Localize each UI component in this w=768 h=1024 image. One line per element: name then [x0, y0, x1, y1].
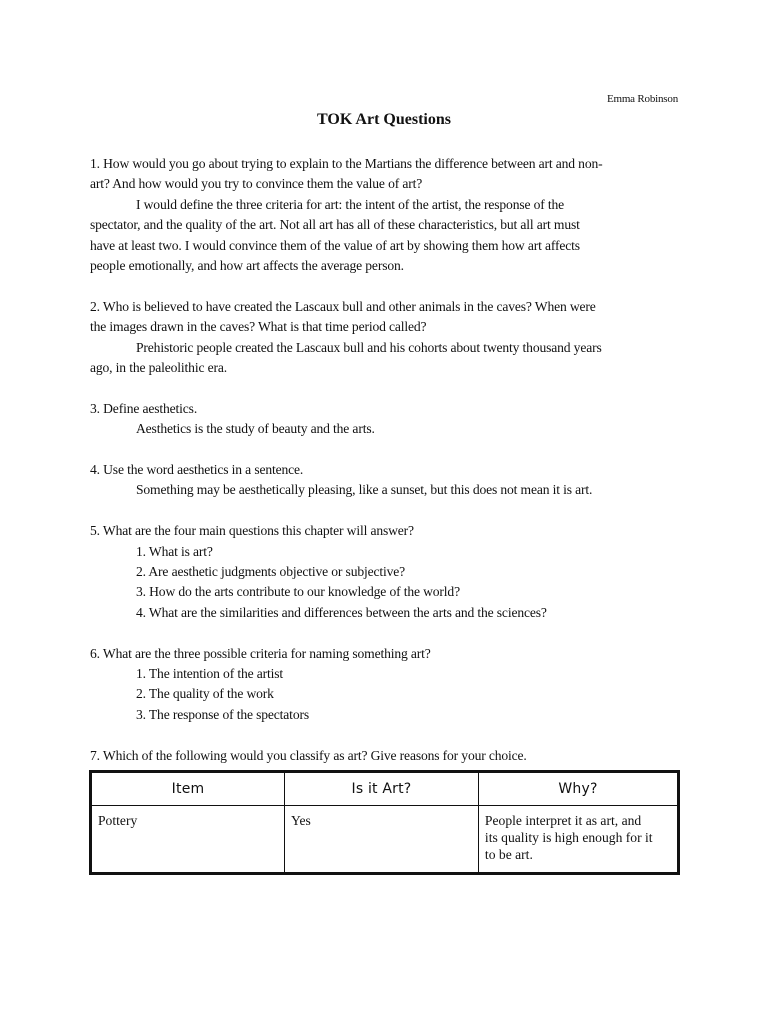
answer-text: Prehistoric people created the Lascaux bull and his cohorts about twenty thousand years	[136, 339, 602, 355]
question-2	[90, 297, 682, 379]
question-6	[90, 644, 682, 726]
list-item: 4. What are the similarities and differences between the arts and the sciences?	[136, 604, 547, 620]
question-text: 5. What are the four main questions this chapter will answer?	[90, 523, 414, 539]
cell-why	[478, 806, 678, 874]
answer-text: Something may be aesthetically pleasing, like a sunset, but this does not mean it is art.	[136, 482, 593, 498]
list-item: 1. What is art?	[136, 543, 213, 559]
question-text: 7. Which of the following would you classify as art? Give reasons for your choice.	[90, 747, 527, 763]
author-name: Emma Robinson	[606, 93, 678, 105]
question-text: the images drawn in the caves? What is that time period called?	[90, 319, 427, 335]
question-5	[90, 521, 682, 623]
cell-why-line: People interpret it as art, and	[484, 813, 642, 828]
question-text: 4. Use the word aesthetics in a sentence.	[90, 462, 304, 478]
answer-text: have at least two. I would convince them of the value of art by showing them how art affects	[90, 237, 580, 253]
list-item: 3. The response of the spectators	[136, 706, 309, 722]
question-text: 6. What are the three possible criteria for naming something art?	[90, 645, 431, 661]
list-item: 2. The quality of the work	[136, 686, 274, 702]
cell-is-art: Yes	[285, 806, 479, 874]
art-classification-table	[89, 770, 680, 875]
question-text: 2. Who is believed to have created the Lascaux bull and other animals in the caves? When were	[90, 298, 596, 314]
cell-item: Pottery	[91, 806, 285, 874]
page-title: TOK Art Questions	[317, 111, 451, 128]
list-item: 1. The intention of the artist	[136, 666, 284, 682]
column-header-is-art: Is it Art?	[285, 772, 479, 806]
answer-text: ago, in the paleolithic era.	[90, 360, 227, 376]
question-text: 3. Define aesthetics.	[90, 400, 198, 416]
list-item: 2. Are aesthetic judgments objective or subjective?	[136, 564, 406, 580]
answer-text: I would define the three criteria for art: the intent of the artist, the response of the	[136, 196, 565, 212]
cell-why-line: to be art.	[484, 847, 533, 862]
question-7	[90, 746, 682, 766]
answer-text: Aesthetics is the study of beauty and the arts.	[136, 421, 375, 437]
cell-why-line: its quality is high enough for it	[484, 830, 653, 845]
question-text: 1. How would you go about trying to explain to the Martians the difference between art and non-	[90, 156, 603, 171]
question-1	[90, 154, 682, 276]
answer-text: people emotionally, and how art affects the average person.	[90, 258, 404, 274]
list-item: 3. How do the arts contribute to our knowledge of the world?	[136, 584, 460, 600]
answer-text: spectator, and the quality of the art. Not all art has all of these characteristics, but all art must	[90, 217, 580, 233]
question-4	[90, 460, 682, 501]
question-text: art? And how would you try to convince them the value of art?	[90, 176, 423, 192]
document-body	[90, 154, 682, 786]
column-header-item: Item	[91, 772, 285, 806]
table-header-row	[91, 772, 679, 806]
table-row	[91, 806, 679, 874]
question-3	[90, 399, 682, 440]
column-header-why: Why?	[478, 772, 678, 806]
